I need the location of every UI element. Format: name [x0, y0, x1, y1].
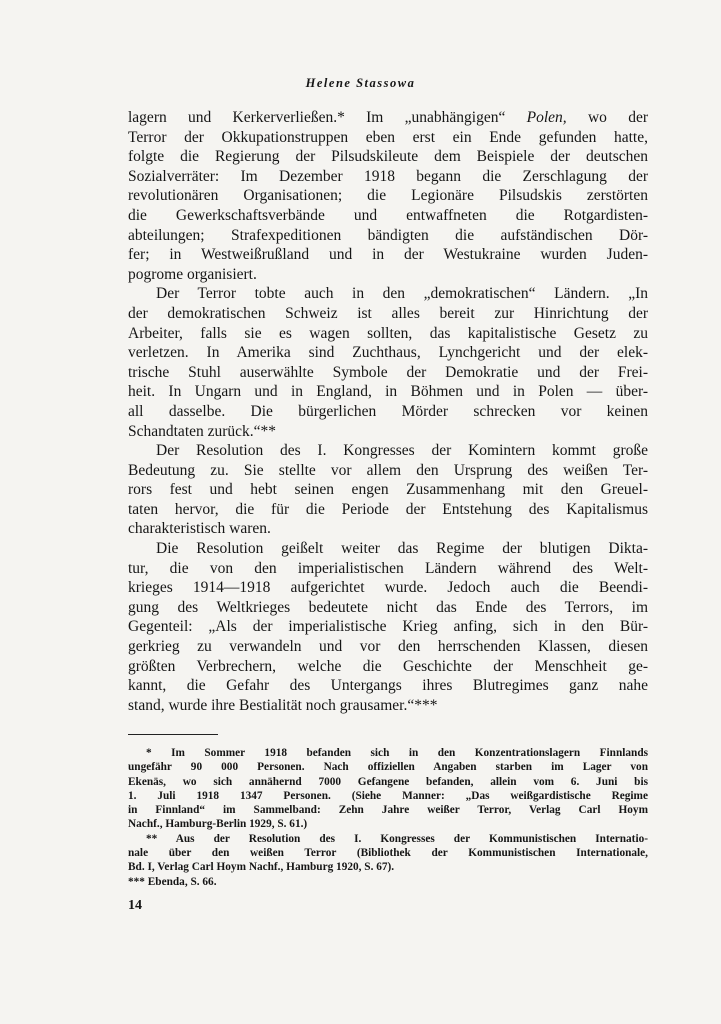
body-line: Sozialverräter: Im Dezember 1918 begann die Zerschlagung der: [128, 167, 648, 185]
body-line: abteilungen; Strafexpeditionen bändigten die aufständischen Dör-: [128, 226, 648, 244]
body-line: heit. In Ungarn und in England, in Böhmen und in Polen — über-: [128, 383, 648, 401]
footnote-line: ungefähr 90 000 Personen. Nach offiziellen Angaben starben im Lager von: [128, 761, 648, 774]
body-line: charakteristisch waren.: [128, 520, 271, 538]
footnote-line: 1. Juli 1918 1347 Personen. (Siehe Manner: „Das weißgardistische Regime: [128, 789, 648, 802]
footnote-divider: [128, 734, 218, 735]
body-line: folgte die Regierung der Pilsudskileute dem Beispiele der deutschen: [128, 148, 648, 166]
body-line: fer; in Westweißrußland und in der Westukraine wurden Juden-: [128, 246, 648, 264]
body-line: Der Terror tobte auch in den „demokratischen“ Ländern. „In: [156, 285, 648, 303]
body-line: all dasselbe. Die bürgerlichen Mörder schrecken vor keinen: [128, 402, 648, 420]
body-line: krieges 1914—1918 aufgerichtet wurde. Jedoch auch die Beendi-: [128, 579, 648, 597]
body-line: tur, die von den imperialistischen Ländern während des Welt-: [128, 559, 648, 577]
footnote-line: nale über den weißen Terror (Bibliothek der Kommunistischen Internationale,: [128, 847, 648, 860]
body-line: Schandtaten zurück.“**: [128, 422, 277, 440]
body-line: der demokratischen Schweiz ist alles bereit zur Hinrichtung der: [128, 304, 648, 322]
body-text: [128, 108, 648, 715]
footnotes: [128, 746, 648, 889]
body-line: Arbeiter, falls sie es wagen sollten, das kapitalistische Gesetz zu: [128, 324, 648, 342]
footnote-line: ** Aus der Resolution des I. Kongresses der Kommunistischen Internatio-: [146, 832, 648, 845]
body-line: Bedeutung zu. Sie stellte vor allem den Ursprung des weißen Ter-: [128, 461, 648, 479]
footnote-line: in Finnland“ im Sammelband: Zehn Jahre weißer Terror, Verlag Carl Hoym: [128, 804, 648, 817]
page-number: 14: [128, 898, 142, 913]
body-line: die Gewerkschaftsverbände und entwaffneten die Rotgardisten-: [128, 206, 648, 224]
body-line: gung des Weltkrieges bedeutete nicht das Ende des Terrors, im: [128, 598, 648, 616]
body-line: revolutionären Organisationen; die Legionäre Pilsudskis zerstörten: [128, 187, 648, 205]
footnote-line: Ekenäs, wo sich annähernd 7000 Gefangene befanden, allein vom 6. Juni bis: [128, 775, 648, 788]
body-line: trische Stuhl auserwählte Symbole der Demokratie und der Frei-: [128, 363, 648, 381]
running-title: Helene Stassowa: [305, 76, 416, 90]
body-line: stand, wurde ihre Bestialität noch grausamer.“***: [128, 696, 438, 714]
body-line: pogrome organisiert.: [128, 265, 257, 283]
footnote-line: Nachf., Hamburg-Berlin 1929, S. 61.): [128, 818, 308, 831]
body-line: rors fest und hebt seinen engen Zusammenhang mit den Greuel-: [128, 481, 648, 499]
body-line: taten hervor, die für die Periode der Entstehung des Kapitalismus: [128, 500, 648, 518]
footnote-line: * Im Sommer 1918 befanden sich in den Konzentrationslagern Finnlands: [146, 747, 648, 759]
body-line: kannt, die Gefahr des Untergangs ihres Blutregimes ganz nahe: [128, 677, 648, 695]
body-line: Die Resolution geißelt weiter das Regime der blutigen Dikta-: [156, 540, 648, 558]
footnote-line: Bd. I, Verlag Carl Hoym Nachf., Hamburg 1920, S. 67).: [128, 861, 395, 874]
body-line: verletzen. In Amerika sind Zuchthaus, Lynchgericht und der elek-: [128, 344, 648, 362]
footnote-line: *** Ebenda, S. 66.: [128, 875, 217, 888]
body-line: lagern und Kerkerverließen.* Im „unabhängigen“ Polen, wo der: [128, 109, 648, 126]
body-line: Terror der Okkupationstruppen eben erst ein Ende gefunden hatte,: [128, 128, 648, 146]
body-line: Gegenteil: „Als der imperialistische Krieg anfing, sich in den Bür-: [128, 618, 648, 636]
body-line: größten Verbrechern, welche die Geschichte der Menschheit ge-: [128, 657, 648, 675]
body-line: gerkrieg zu verwandeln und vor den herrschenden Klassen, diesen: [128, 638, 648, 656]
body-line: Der Resolution des I. Kongresses der Komintern kommt große: [156, 442, 648, 460]
